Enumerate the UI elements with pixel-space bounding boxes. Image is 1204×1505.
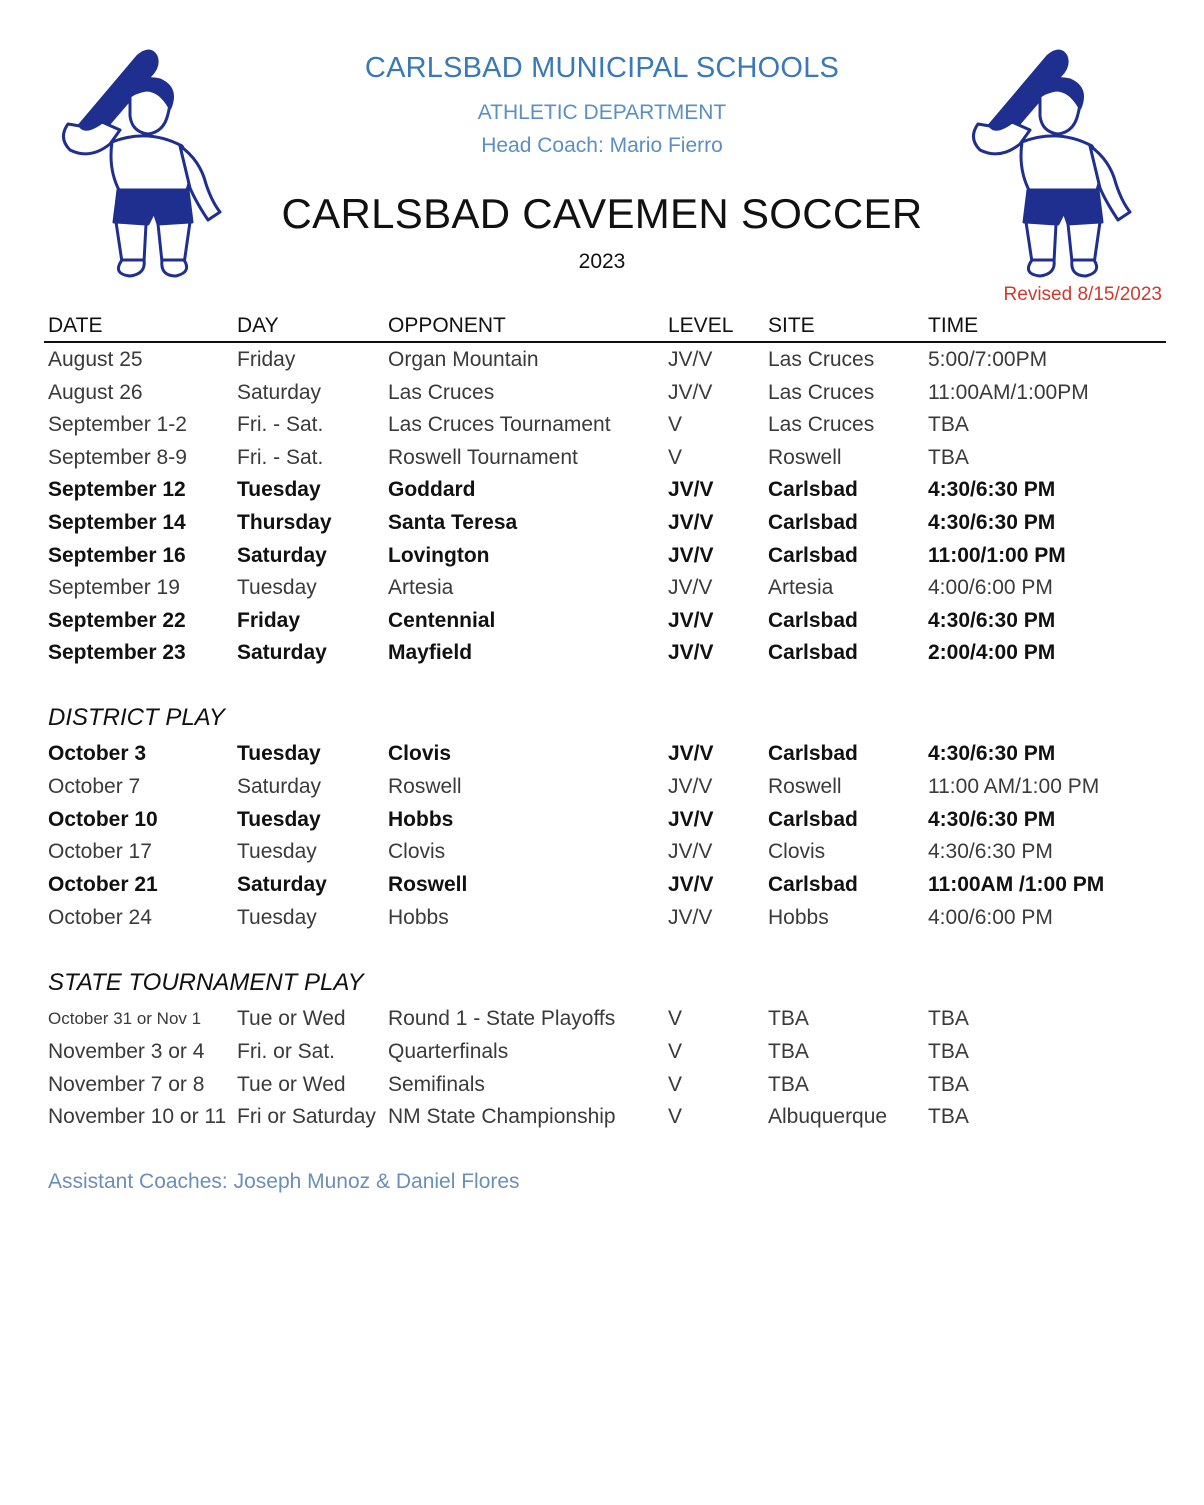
- cell-day: Friday: [237, 348, 296, 371]
- cell-level: JV/V: [668, 807, 714, 831]
- table-row: [0, 605, 1204, 637]
- cell-date: October 10: [48, 807, 158, 831]
- cell-time: TBA: [928, 413, 969, 437]
- cell-time: TBA: [928, 1039, 969, 1063]
- cell-day: Tuesday: [237, 906, 317, 929]
- cell-day: Saturday: [237, 543, 327, 567]
- cell-level: V: [668, 1105, 683, 1129]
- cell-time: 4:30/6:30 PM: [928, 608, 1056, 632]
- cell-level: JV/V: [668, 348, 713, 371]
- cell-level: JV/V: [668, 774, 713, 798]
- cell-site: Hobbs: [768, 906, 829, 929]
- cell-opponent: Centennial: [388, 608, 496, 632]
- cell-date: September 23: [48, 641, 186, 665]
- cell-level: V: [668, 1007, 683, 1030]
- cell-date: September 12: [48, 478, 186, 502]
- cell-level: JV/V: [668, 511, 714, 534]
- cell-site: TBA: [768, 1007, 809, 1030]
- column-header-site: SITE: [768, 314, 815, 337]
- cell-time: 4:30/6:30 PM: [928, 478, 1056, 502]
- cell-opponent: Quarterfinals: [388, 1039, 509, 1063]
- cell-site: Carlsbad: [768, 608, 858, 632]
- season-year: 2023: [578, 250, 626, 273]
- cell-time: TBA: [928, 445, 969, 469]
- cell-level: JV/V: [668, 641, 714, 665]
- cell-site: Albuquerque: [768, 1105, 888, 1129]
- cell-site: Carlsbad: [768, 543, 858, 567]
- cell-time: 5:00/7:00PM: [928, 348, 1048, 371]
- org-name: CARLSBAD MUNICIPAL SCHOOLS: [364, 52, 840, 84]
- cell-time: TBA: [928, 1007, 969, 1030]
- cell-day: Saturday: [237, 380, 322, 404]
- cell-time: TBA: [928, 1072, 969, 1096]
- cell-level: V: [668, 1072, 683, 1096]
- cell-time: 4:00/6:00 PM: [928, 906, 1053, 929]
- cell-site: Carlsbad: [768, 873, 858, 897]
- table-header: [0, 314, 1204, 344]
- cell-day: Tue or Wed: [237, 1072, 346, 1096]
- cell-day: Tuesday: [237, 742, 321, 765]
- column-header-date: DATE: [48, 314, 103, 337]
- cell-level: JV/V: [668, 478, 714, 502]
- cell-level: V: [668, 413, 683, 437]
- cell-opponent: Goddard: [388, 478, 476, 502]
- cell-opponent: Las Cruces: [388, 380, 495, 404]
- cell-opponent: Hobbs: [388, 807, 454, 831]
- table-row: [0, 804, 1204, 836]
- cell-date: September 16: [48, 543, 186, 567]
- cell-time: 11:00 AM/1:00 PM: [928, 774, 1100, 798]
- cell-time: 4:00/6:00 PM: [928, 576, 1053, 600]
- cell-site: Carlsbad: [768, 742, 858, 765]
- cell-date: November 7 or 8: [48, 1072, 205, 1096]
- table-row: [0, 902, 1204, 934]
- header-rule: [44, 341, 1166, 343]
- cell-level: JV/V: [668, 742, 714, 765]
- cell-date: October 31 or Nov 1: [48, 1009, 202, 1028]
- cell-date: August 26: [48, 380, 143, 404]
- cell-time: 11:00AM /1:00 PM: [928, 873, 1105, 897]
- cell-day: Tue or Wed: [237, 1007, 346, 1030]
- cell-opponent: Santa Teresa: [388, 511, 518, 534]
- cell-level: JV/V: [668, 576, 713, 600]
- cell-opponent: Roswell Tournament: [388, 445, 578, 469]
- cell-date: October 21: [48, 873, 158, 897]
- cell-site: Carlsbad: [768, 641, 858, 665]
- cell-day: Tuesday: [237, 478, 321, 502]
- table-row: [0, 1069, 1204, 1101]
- cell-date: October 3: [48, 742, 147, 765]
- cell-date: September 1-2: [48, 413, 187, 437]
- cell-day: Tuesday: [237, 807, 321, 831]
- table-row: [0, 738, 1204, 770]
- table-row: [0, 507, 1204, 539]
- cell-level: JV/V: [668, 543, 714, 567]
- cell-opponent: Mayfield: [388, 641, 473, 665]
- table-row: [0, 409, 1204, 441]
- table-row: [0, 377, 1204, 409]
- cell-date: September 22: [48, 608, 186, 632]
- table-row: [0, 474, 1204, 506]
- cell-site: Las Cruces: [768, 348, 875, 371]
- department-name: ATHLETIC DEPARTMENT: [477, 101, 727, 124]
- cell-time: 4:30/6:30 PM: [928, 840, 1053, 864]
- table-row: [0, 1036, 1204, 1068]
- revised-date: Revised 8/15/2023: [1003, 284, 1162, 305]
- cell-site: Roswell: [768, 774, 842, 798]
- cell-day: Tuesday: [237, 840, 317, 864]
- cell-date: September 8-9: [48, 445, 187, 469]
- cell-site: Carlsbad: [768, 478, 858, 502]
- cell-time: 11:00AM/1:00PM: [928, 380, 1089, 404]
- cell-level: V: [668, 445, 683, 469]
- cell-level: JV/V: [668, 380, 713, 404]
- cell-date: August 25: [48, 348, 143, 371]
- cell-site: Clovis: [768, 840, 826, 864]
- table-row: [0, 637, 1204, 669]
- page-title: CARLSBAD CAVEMEN SOCCER: [281, 190, 923, 237]
- table-row: [0, 836, 1204, 868]
- cell-site: TBA: [768, 1039, 809, 1063]
- cell-time: TBA: [928, 1105, 969, 1129]
- cell-day: Saturday: [237, 873, 327, 897]
- table-row: [0, 442, 1204, 474]
- cell-day: Fri. - Sat.: [237, 445, 324, 469]
- column-header-level: LEVEL: [668, 314, 734, 337]
- cell-opponent: Clovis: [388, 840, 446, 864]
- cell-opponent: Clovis: [388, 742, 452, 765]
- table-row: [0, 869, 1204, 901]
- table-row: [0, 572, 1204, 604]
- head-coach: Head Coach: Mario Fierro: [481, 134, 723, 157]
- cell-site: Las Cruces: [768, 380, 875, 404]
- cell-site: Roswell: [768, 445, 842, 469]
- cell-opponent: Roswell: [388, 873, 468, 897]
- cell-day: Fri or Saturday: [237, 1105, 376, 1129]
- cell-day: Fri. - Sat.: [237, 413, 324, 437]
- cell-day: Fri. or Sat.: [237, 1039, 336, 1063]
- cell-time: 4:30/6:30 PM: [928, 511, 1056, 534]
- cell-site: Las Cruces: [768, 413, 875, 437]
- table-row: [0, 1003, 1204, 1035]
- table-row: [0, 344, 1204, 376]
- cell-opponent: Lovington: [388, 543, 490, 567]
- cell-date: November 10 or 11: [48, 1105, 227, 1129]
- district-section-title: DISTRICT PLAY: [48, 704, 225, 731]
- column-header-time: TIME: [928, 314, 979, 337]
- cell-day: Saturday: [237, 641, 327, 665]
- cell-opponent: Artesia: [388, 576, 454, 600]
- table-row: [0, 771, 1204, 803]
- cell-time: 11:00/1:00 PM: [928, 543, 1066, 567]
- cell-day: Tuesday: [237, 576, 317, 600]
- cell-opponent: Las Cruces Tournament: [388, 413, 611, 437]
- cell-opponent: Hobbs: [388, 906, 449, 929]
- cell-opponent: Semifinals: [388, 1072, 485, 1096]
- cell-level: JV/V: [668, 873, 714, 897]
- column-header-day: DAY: [237, 314, 279, 337]
- cell-day: Thursday: [237, 511, 332, 534]
- cell-opponent: Round 1 - State Playoffs: [388, 1007, 616, 1030]
- cell-level: V: [668, 1039, 683, 1063]
- cell-opponent: Roswell: [388, 774, 462, 798]
- assistant-coaches: Assistant Coaches: Joseph Munoz & Daniel Flores: [48, 1170, 520, 1193]
- cell-level: JV/V: [668, 608, 714, 632]
- cell-day: Friday: [237, 608, 301, 632]
- cell-site: Carlsbad: [768, 807, 858, 831]
- cell-date: November 3 or 4: [48, 1039, 205, 1063]
- table-row: [0, 540, 1204, 572]
- cell-level: JV/V: [668, 906, 713, 929]
- cell-date: September 19: [48, 576, 180, 600]
- cell-site: Carlsbad: [768, 511, 858, 534]
- cell-opponent: Organ Mountain: [388, 348, 539, 371]
- cell-time: 2:00/4:00 PM: [928, 641, 1056, 665]
- cell-date: October 7: [48, 774, 141, 798]
- cell-date: October 24: [48, 906, 152, 929]
- cell-day: Saturday: [237, 774, 322, 798]
- cell-site: Artesia: [768, 576, 834, 600]
- state-section-title: STATE TOURNAMENT PLAY: [48, 969, 364, 996]
- column-header-opponent: OPPONENT: [388, 314, 506, 337]
- table-row: [0, 1101, 1204, 1133]
- cell-date: September 14: [48, 511, 186, 534]
- cell-level: JV/V: [668, 840, 713, 864]
- cell-opponent: NM State Championship: [388, 1105, 616, 1129]
- cell-time: 4:30/6:30 PM: [928, 807, 1056, 831]
- cell-time: 4:30/6:30 PM: [928, 742, 1056, 765]
- cell-date: October 17: [48, 840, 152, 864]
- cell-site: TBA: [768, 1072, 809, 1096]
